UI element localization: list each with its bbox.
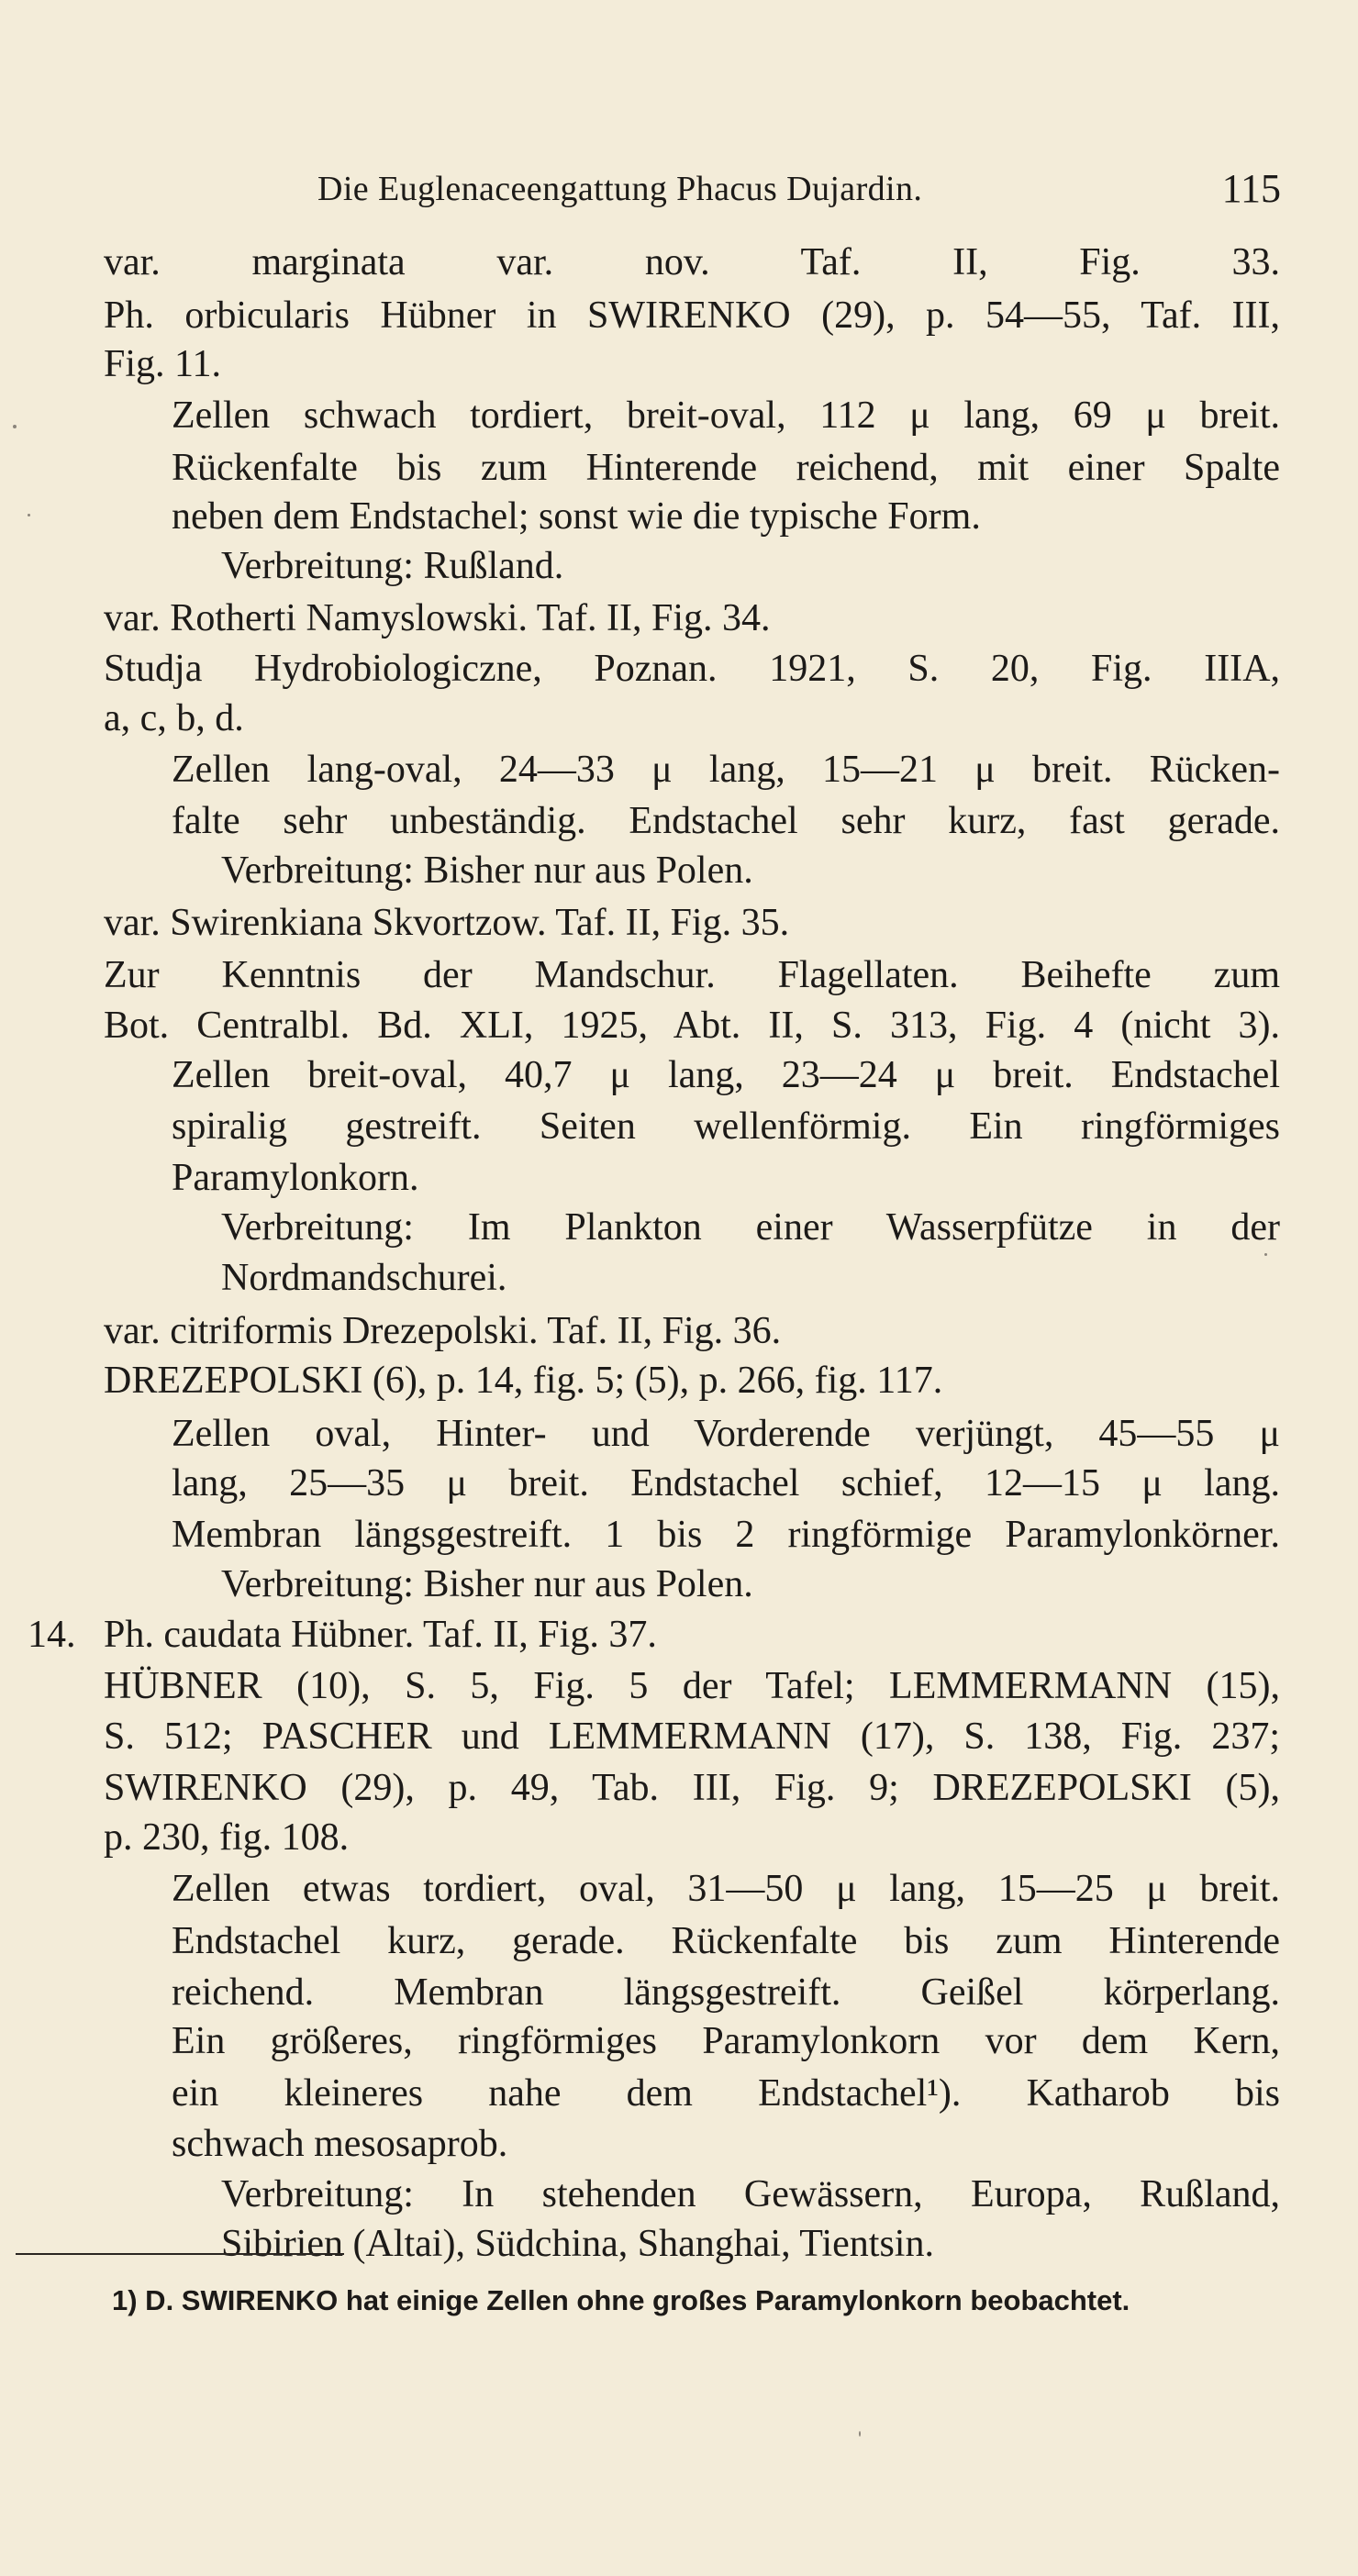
- text-line: schwach mesosaprob.: [172, 2123, 508, 2165]
- text-line: HÜBNER (10), S. 5, Fig. 5 der Tafel; LEMMERMANN (15),: [104, 1665, 1280, 1707]
- paper-speck: [859, 2431, 861, 2437]
- text-line: Endstachel kurz, gerade. Rückenfalte bis zum Hinterende: [172, 1920, 1280, 1962]
- page-number: 115: [1221, 166, 1281, 211]
- text-line: Verbreitung: Bisher nur aus Polen.: [221, 849, 753, 892]
- text-line: Verbreitung: In stehenden Gewässern, Europa, Rußland,: [221, 2173, 1280, 2215]
- text-line: Zellen etwas tordiert, oval, 31—50 μ lang, 15—25 μ breit.: [172, 1868, 1280, 1910]
- text-line: Sibirien (Altai), Südchina, Shanghai, Tientsin.: [221, 2223, 934, 2265]
- text-line: ein kleineres nahe dem Endstachel¹). Katharob bis: [172, 2072, 1280, 2115]
- text-line: Ph. caudata Hübner. Taf. II, Fig. 37.: [104, 1614, 657, 1656]
- text-line: reichend. Membran längsgestreift. Geißel körperlang.: [172, 1971, 1280, 2014]
- text-line: Bot. Centralbl. Bd. XLI, 1925, Abt. II, S. 313, Fig. 4 (nicht 3).: [104, 1005, 1280, 1047]
- entry-number: 14.: [28, 1614, 76, 1656]
- text-line: var. Rotherti Namyslowski. Taf. II, Fig. 34.: [104, 597, 771, 639]
- text-line: Zellen lang-oval, 24—33 μ lang, 15—21 μ breit. Rücken-: [172, 749, 1280, 791]
- text-line: Studja Hydrobiologiczne, Poznan. 1921, S. 20, Fig. IIIA,: [104, 648, 1280, 690]
- text-line: SWIRENKO (29), p. 49, Tab. III, Fig. 9; DREZEPOLSKI (5),: [104, 1767, 1280, 1809]
- text-line: Ein größeres, ringförmiges Paramylonkorn vor dem Kern,: [172, 2020, 1280, 2062]
- text-line: Zellen schwach tordiert, breit-oval, 112 μ lang, 69 μ breit.: [172, 394, 1280, 437]
- text-line: Zur Kenntnis der Mandschur. Flagellaten. Beihefte zum: [104, 954, 1280, 996]
- text-line: Membran längsgestreift. 1 bis 2 ringförmige Paramylonkörner.: [172, 1514, 1280, 1556]
- text-line: p. 230, fig. 108.: [104, 1816, 350, 1859]
- text-line: Ph. orbicularis Hübner in SWIRENKO (29), p. 54—55, Taf. III,: [104, 294, 1280, 337]
- text-line: Nordmandschurei.: [221, 1257, 507, 1299]
- text-line: Paramylonkorn.: [172, 1157, 419, 1199]
- text-line: a, c, b, d.: [104, 697, 244, 739]
- running-title: Die Euglenaceengattung Phacus Dujardin.: [317, 170, 923, 208]
- text-line: Verbreitung: Bisher nur aus Polen.: [221, 1563, 753, 1605]
- text-line: var. citriformis Drezepolski. Taf. II, Fig. 36.: [104, 1310, 782, 1352]
- text-line: neben dem Endstachel; sonst wie die typische Form.: [172, 495, 981, 538]
- footnote: 1) D. SWIRENKO hat einige Zellen ohne großes Paramylonkorn beobachtet.: [112, 2284, 1130, 2316]
- text-line: var. Swirenkiana Skvortzow. Taf. II, Fig. 35.: [104, 902, 790, 944]
- text-line: falte sehr unbeständig. Endstachel sehr kurz, fast gerade.: [172, 800, 1280, 842]
- text-line: Rückenfalte bis zum Hinterende reichend, mit einer Spalte: [172, 447, 1280, 489]
- paper-speck: [1264, 1253, 1267, 1256]
- paper-speck: [28, 514, 30, 516]
- footnote-rule: [16, 2253, 344, 2255]
- text-line: Zellen oval, Hinter- und Vorderende verjüngt, 45—55 μ: [172, 1413, 1280, 1455]
- text-line: var. marginata var. nov. Taf. II, Fig. 33.: [104, 241, 1280, 283]
- paper-speck: [13, 425, 17, 428]
- page-header: [317, 161, 1281, 217]
- text-line: Verbreitung: Rußland.: [221, 545, 564, 587]
- text-line: DREZEPOLSKI (6), p. 14, fig. 5; (5), p. 266, fig. 117.: [104, 1360, 943, 1402]
- text-line: spiralig gestreift. Seiten wellenförmig. Ein ringförmiges: [172, 1105, 1280, 1148]
- text-line: lang, 25—35 μ breit. Endstachel schief, 12—15 μ lang.: [172, 1462, 1280, 1505]
- text-line: S. 512; PASCHER und LEMMERMANN (17), S. 138, Fig. 237;: [104, 1715, 1280, 1758]
- text-line: Zellen breit-oval, 40,7 μ lang, 23—24 μ breit. Endstachel: [172, 1054, 1280, 1096]
- text-line: Verbreitung: Im Plankton einer Wasserpfütze in der: [221, 1206, 1280, 1249]
- text-line: Fig. 11.: [104, 343, 221, 385]
